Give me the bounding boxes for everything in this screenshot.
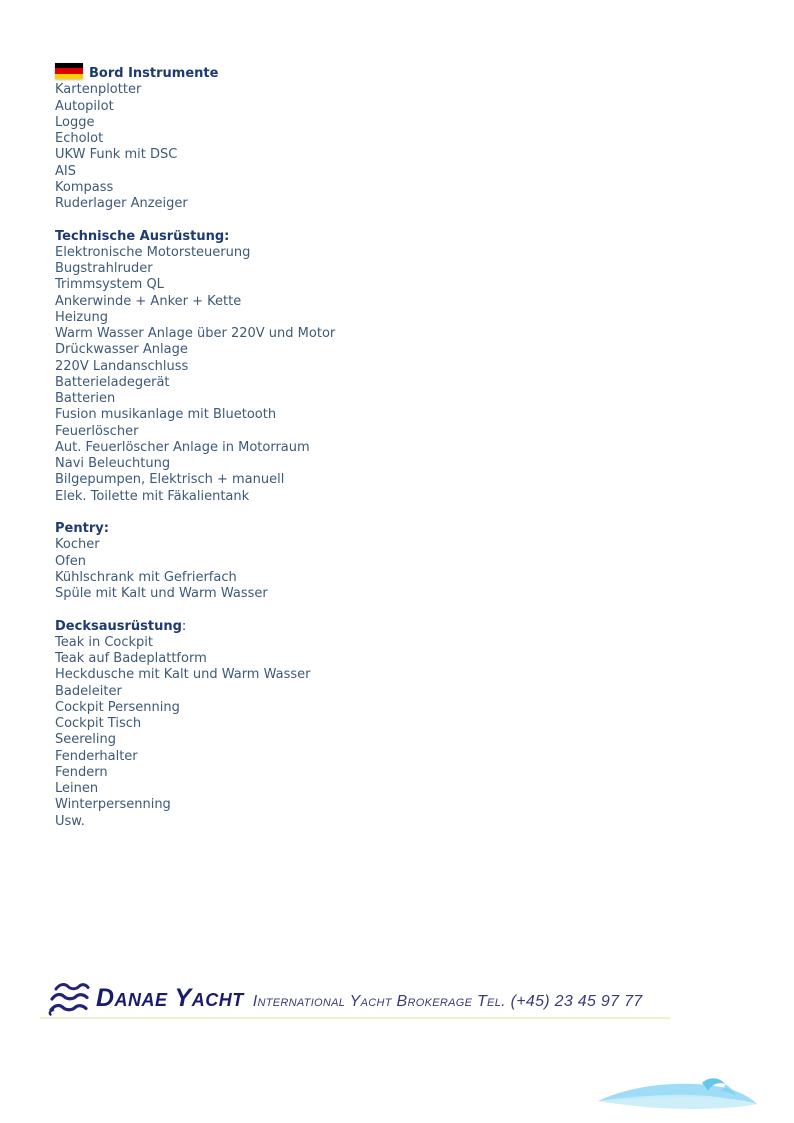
list-item: Winterpersenning [55, 797, 171, 813]
footer-brand-line [96, 984, 642, 1013]
list-item: Bugstrahlruder [55, 261, 153, 276]
list-item: Warm Wasser Anlage über 220V und Motor [55, 326, 336, 341]
list-item: Usw. [55, 813, 85, 829]
equipment-list [55, 64, 335, 830]
list-item: Fenderhalter [55, 748, 138, 764]
list-item: Cockpit Tisch [55, 716, 142, 731]
list-item: Leinen [55, 781, 99, 796]
equipment-section [55, 619, 335, 830]
list-item: Seereling [55, 732, 117, 748]
section-heading-label: Decksausrüstung [55, 618, 182, 634]
list-item: Kocher [55, 537, 100, 553]
list-item: Kompass [55, 179, 114, 195]
list-item: Spüle mit Kalt und Warm Wasser [55, 586, 268, 601]
list-item: Fusion musikanlage mit Bluetooth [55, 407, 277, 423]
list-item: Autopilot [55, 98, 114, 114]
list-item: 220V Landanschluss [55, 358, 189, 374]
list-item: Navi Beleuchtung [55, 456, 171, 471]
list-item: Drückwasser Anlage [55, 342, 188, 358]
section-heading [55, 521, 335, 537]
list-item: Fendern [55, 764, 108, 780]
section-heading-label: Technische Ausrüstung: [55, 228, 230, 244]
waves-logo-icon [46, 980, 92, 1020]
list-item: UKW Funk mit DSC [55, 147, 178, 163]
list-item: Teak auf Badeplattform [55, 651, 207, 666]
list-item: Cockpit Persenning [55, 699, 180, 715]
list-item: Kartenplotter [55, 82, 142, 98]
list-item: Bilgepumpen, Elektrisch + manuell [55, 472, 285, 488]
footer-separator-line [40, 1017, 670, 1019]
section-heading [55, 64, 335, 82]
list-item: Teak in Cockpit [55, 634, 154, 650]
equipment-section [55, 64, 335, 212]
list-item: Trimmsystem QL [55, 277, 164, 293]
list-item: Logge [55, 114, 95, 130]
list-item: Ofen [55, 553, 87, 569]
equipment-section [55, 229, 335, 505]
brand-name: Danae Yacht [96, 984, 244, 1012]
list-item: Ruderlager Anzeiger [55, 196, 188, 211]
section-heading [55, 619, 335, 635]
list-item: Kühlschrank mit Gefrierfach [55, 569, 237, 585]
list-item: Heckdusche mit Kalt und Warm Wasser [55, 667, 311, 683]
section-heading-colon: : [181, 618, 187, 634]
section-heading [55, 229, 335, 245]
swoosh-wave-icon [596, 1074, 760, 1116]
section-heading-label: Pentry: [55, 521, 109, 536]
list-item: Ankerwinde + Anker + Kette [55, 293, 242, 309]
brand-tagline: International Yacht Brokerage Tel. (+45) 23 45 97 77 [252, 993, 643, 1010]
list-item: Aut. Feuerlöscher Anlage in Motorraum [55, 439, 310, 455]
list-item: AIS [55, 163, 76, 179]
section-heading-label: Bord Instrumente [89, 66, 219, 81]
list-item: Batterien [55, 391, 116, 406]
german-flag-icon [55, 63, 83, 79]
list-item: Heizung [55, 309, 108, 325]
list-item: Echolot [55, 131, 104, 146]
list-item: Elek. Toilette mit Fäkalientank [55, 488, 250, 504]
list-item: Feuerlöscher [55, 423, 139, 439]
list-item: Elektronische Motorsteuerung [55, 244, 251, 260]
list-item: Batterieladegerät [55, 374, 170, 390]
equipment-section [55, 521, 335, 602]
list-item: Badeleiter [55, 683, 122, 699]
